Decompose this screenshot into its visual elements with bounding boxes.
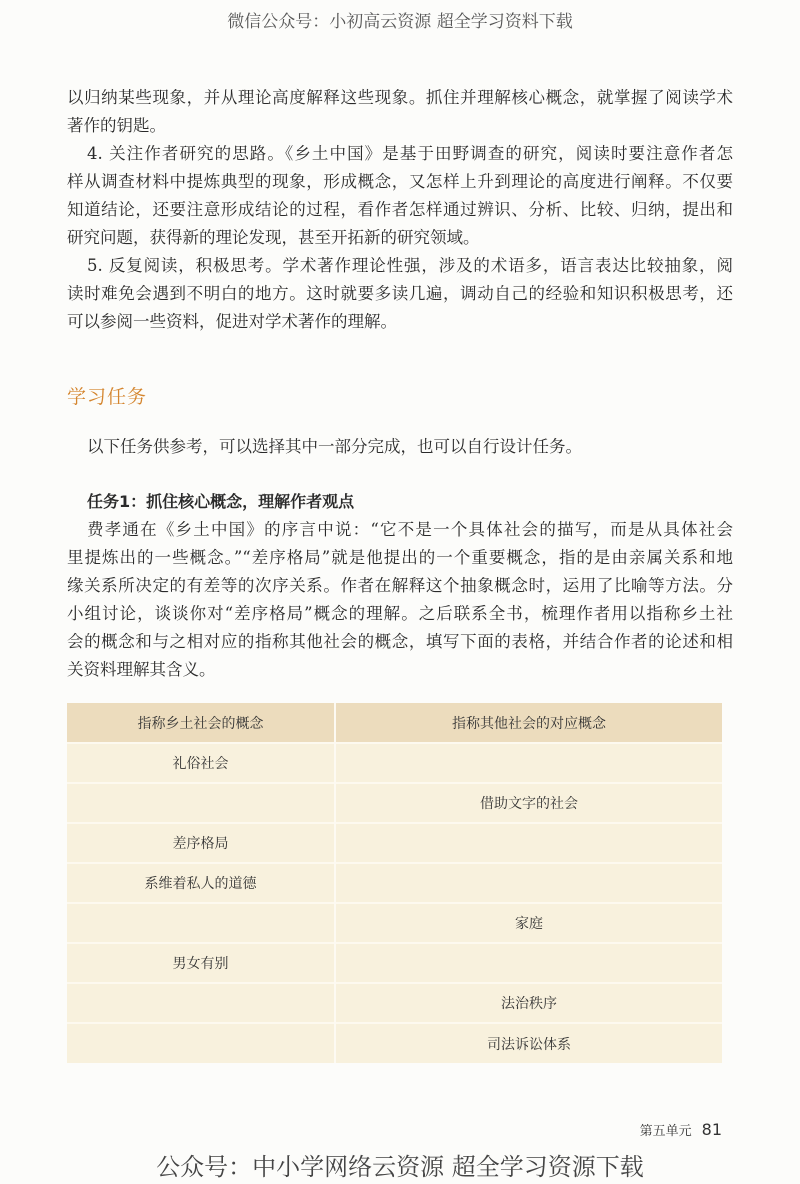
table-cell xyxy=(67,903,335,943)
table-cell: 司法诉讼体系 xyxy=(335,1023,722,1063)
page-footer xyxy=(640,1118,722,1144)
tip3-line: 著作的钥匙。 xyxy=(67,116,166,135)
table-header-row xyxy=(67,703,722,743)
header-other-concepts: 指称其他社会的对应概念 xyxy=(335,703,722,743)
task1-line: 费孝通在《乡土中国》的序言中说：“它不是一个具体社会的描写，而是从具体社会 xyxy=(87,520,733,539)
table-row xyxy=(67,943,722,983)
task1 xyxy=(67,488,733,684)
top-watermark: 微信公众号：小初高云资源 超全学习资料下载 xyxy=(227,12,573,32)
intro-line: 以下任务供参考，可以选择其中一部分完成，也可以自行设计任务。 xyxy=(87,437,582,456)
table-row xyxy=(67,783,722,823)
table-cell: 借助文字的社会 xyxy=(335,783,722,823)
task1-line: 小组讨论，谈谈你对“差序格局”概念的理解。之后联系全书，梳理作者用以指称乡土社 xyxy=(67,604,733,623)
tip5-line: 5. 反复阅读，积极思考。学术著作理论性强，涉及的术语多，语言表达比较抽象，阅 xyxy=(87,256,733,275)
section-intro xyxy=(67,433,733,461)
table-cell: 系维着私人的道德 xyxy=(67,863,335,903)
concept-table xyxy=(67,703,722,1063)
tip4-line: 样从调查材料中提炼典型的现象，形成概念，又怎样上升到理论的高度进行阐释。不仅要 xyxy=(67,172,733,191)
table-cell xyxy=(67,983,335,1023)
header-rural-concepts: 指称乡土社会的概念 xyxy=(67,703,335,743)
tip4-line: 4. 关注作者研究的思路。《乡土中国》是基于田野调查的研究，阅读时要注意作者怎 xyxy=(87,144,733,163)
section-heading: 学习任务 xyxy=(67,386,148,408)
unit-label: 第五单元 xyxy=(639,1124,692,1139)
tip5-line: 读时难免会遇到不明白的地方。这时就要多读几遍，调动自己的经验和知识积极思考，还 xyxy=(67,284,733,303)
table-cell xyxy=(335,743,722,783)
task1-line: 关资料理解其含义。 xyxy=(67,660,216,679)
table-row xyxy=(67,863,722,903)
table-row xyxy=(67,823,722,863)
task1-line: 里提炼出的一些概念。”“差序格局”就是他提出的一个重要概念，指的是由亲属关系和地 xyxy=(67,548,733,567)
task1-line: 缘关系所决定的有差等的次序关系。作者在解释这个抽象概念时，运用了比喻等方法。分 xyxy=(67,576,733,595)
table-row xyxy=(67,903,722,943)
tip3-line: 以归纳某些现象，并从理论高度解释这些现象。抓住并理解核心概念，就掌握了阅读学术 xyxy=(67,88,733,107)
table-cell: 法治秩序 xyxy=(335,983,722,1023)
page-number: 81 xyxy=(701,1120,722,1139)
task1-title: 任务1：抓住核心概念，理解作者观点 xyxy=(87,492,355,511)
tip4-line: 知道结论，还要注意形成结论的过程，看作者怎样通过辨识、分析、比较、归纳，提出和 xyxy=(67,200,733,219)
table-cell xyxy=(335,863,722,903)
table-cell xyxy=(335,823,722,863)
table-cell xyxy=(335,943,722,983)
tip5-line: 可以参阅一些资料，促进对学术著作的理解。 xyxy=(67,312,397,331)
table-cell: 家庭 xyxy=(335,903,722,943)
table-row xyxy=(67,1023,722,1063)
task1-line: 会的概念和与之相对应的指称其他社会的概念，填写下面的表格，并结合作者的论述和相 xyxy=(67,632,733,651)
table-row xyxy=(67,743,722,783)
table-row xyxy=(67,983,722,1023)
table-cell xyxy=(67,783,335,823)
table-cell xyxy=(67,1023,335,1063)
reading-tips xyxy=(67,84,733,336)
tip4-line: 研究问题，获得新的理论发现，甚至开拓新的研究领域。 xyxy=(67,228,480,247)
table-cell: 男女有别 xyxy=(67,943,335,983)
bottom-watermark: 公众号：中小学网络云资源 超全学习资源下载 xyxy=(156,1153,644,1181)
table-cell: 差序格局 xyxy=(67,823,335,863)
table-cell: 礼俗社会 xyxy=(67,743,335,783)
